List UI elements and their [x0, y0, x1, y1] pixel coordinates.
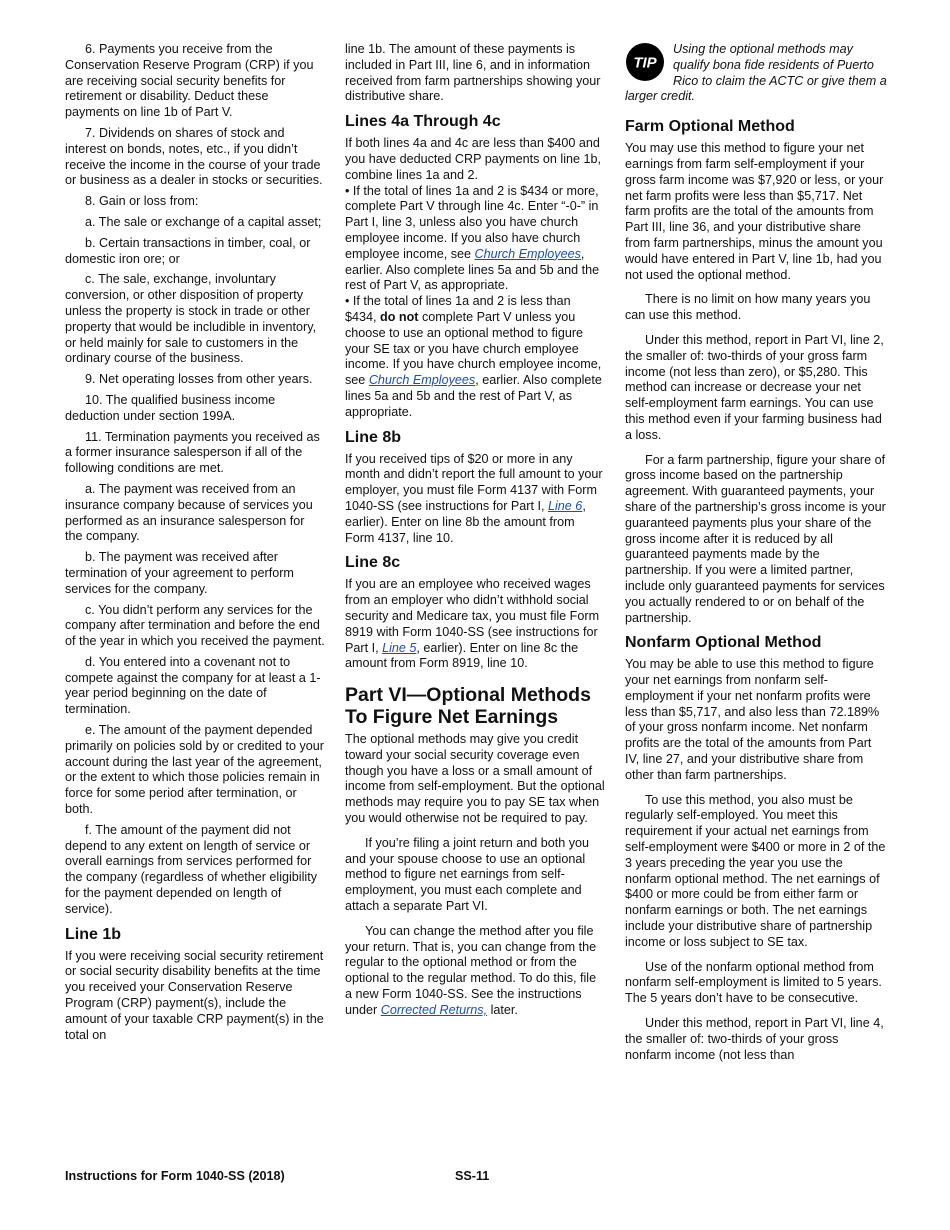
paragraph-item-8b: b. Certain transactions in timber, coal, or domestic iron ore; or [65, 235, 311, 266]
paragraph-nonfarm-3: Use of the nonfarm optional method from nonfarm self-employment is limited to 5 years. The 5 years don’t have to be consecutive. [625, 959, 882, 1006]
paragraph-lines-4a-4c: If both lines 4a and 4c are less than $400 and you have deducted CRP payments on line 1b, combine lines 1a and 2. [345, 136, 602, 182]
paragraph-line-1b-continued: line 1b. The amount of these payments is included in Part III, line 6, and in information received from farm partnerships showing your distributive share. [345, 42, 601, 104]
paragraph-item-9: 9. Net operating losses from other years. [85, 372, 313, 387]
bullet-text: complete Part V unless you choose to use an optional method to figure your SE tax or you have church employee income. If you have church employee income, see [345, 309, 602, 388]
paragraph-farm-3: Under this method, report in Part VI, line 2, the smaller of: two-thirds of your gross farm income (not less than zero), or $5,280. This method can increase or decrease your net self-employment farm earnings. You can use this method even if your farming business had a loss. [625, 332, 884, 442]
heading-line-1b: Line 1b [65, 925, 122, 943]
paragraph-text: If you received tips of $20 or more in any month and didn’t report the full amount to your employer, you must file Form 4137 with Form 1040-SS (see instructions for Part I, [345, 451, 603, 513]
paragraph-nonfarm-4: Under this method, report in Part VI, line 4, the smaller of: two-thirds of your gross nonfarm income (not less than [625, 1016, 884, 1062]
line-5-link[interactable]: Line 5 [382, 640, 417, 655]
paragraph-item-11a: a. The payment was received from an insurance company because of services you performed as an insurance salesperson for the company. [65, 481, 313, 544]
heading-part-vi: Part VI—Optional Methods To Figure Net Earnings [345, 684, 591, 729]
bullet-text-bold: do not [380, 309, 419, 324]
paragraph-item-8: 8. Gain or loss from: [85, 194, 199, 209]
heading-lines-4a-4c: Lines 4a Through 4c [345, 113, 501, 131]
paragraph-item-11f: f. The amount of the payment did not depend to any extent on length of service or overall earnings from services performed for the company (regardless of whether eligibility for the payment depended on length of service). [65, 822, 317, 916]
paragraph-line-1b: If you were receiving social security retirement or social security disability benefits at the time you received your Conservation Reserve Program (CRP) payment(s), include the amount of your taxable CRP payment(s) in the total on [65, 948, 324, 1042]
paragraph-item-8a: a. The sale or exchange of a capital asset; [85, 214, 322, 229]
paragraph-item-11b: b. The payment was received after termination of your agreement to perform services for the company. [65, 550, 294, 596]
heading-line-8b: Line 8b [345, 428, 402, 446]
column-right [625, 42, 887, 1068]
column-left [65, 42, 325, 1048]
footer-form-title: Instructions for Form 1040-SS (2018) [65, 1169, 285, 1183]
paragraph-optional-methods: The optional methods may give you credit toward your social security coverage even though you have a loss or a small amount of income from self-employment. But the optional methods may require you to pay SE tax when you would otherwise not be required to pay. [345, 732, 605, 826]
paragraph-line-8b [345, 452, 605, 547]
paragraph-farm-4: For a farm partnership, figure your share of gross income based on the partnership agreement. With guaranteed payments, your share of the partnership’s gross income is your guaranteed payments plus your share of the gross income after it is reduced by all guaranteed payments made by the partnership. If you were a limited partner, include only guaranteed payments for services you actually rendered to or on behalf of the partnership. [625, 452, 886, 625]
footer-page-number: SS-11 [455, 1169, 490, 1183]
paragraph-farm-2: There is no limit on how many years you can use this method. [625, 292, 871, 323]
paragraph-nonfarm-2: To use this method, you also must be regularly self-employed. You meet this requirement if your actual net earnings from self-employment were $400 or more in 2 of the 3 years preceding the year you use the nonfarm optional method. The net earnings of $400 or more could be from either farm or nonfarm earnings or both. The net earnings include your distributive share of partnership income or loss subject to SE tax. [625, 792, 886, 949]
paragraph-farm-1: You may use this method to figure your net earnings from farm self-employment if your gross farm income was $7,920 or less, or your net farm profits were less than $5,717. Net farm profits are the total of the amounts from Part III, line 36, and your distributive share from farm partnerships, minus the amount you would have entered in Part V, line 1b, had you not used the optional method. [625, 141, 884, 282]
tip-box [625, 42, 887, 105]
column-middle [345, 42, 605, 1024]
bullet-text: If the total of lines 1a and 2 is less than $434, [345, 294, 571, 324]
heading-nonfarm-optional: Nonfarm Optional Method [625, 634, 822, 652]
bullet-icon: • [345, 183, 353, 198]
church-employees-link[interactable]: Church Employees [368, 373, 476, 388]
paragraph-item-6: 6. Payments you receive from the Conservation Reserve Program (CRP) if you are receiving social security benefits for retirement or disability. Deduct these payments on line 1b of Part V. [65, 42, 314, 120]
heading-farm-optional: Farm Optional Method [625, 118, 795, 136]
paragraph-text: You can change the method after you file your return. That is, you can change from the regular to the optional method or from the optional to the regular method. To do this, file a new Form 1040-SS. See the instructions under [345, 923, 597, 1017]
bullet-item-434-or-more [345, 184, 605, 295]
bullet-text: If the total of lines 1a and 2 is $434 or more, complete Part V through line 4c. Enter “-0-” in Part I, line 3, unless also you have church employee income. If you also have church employee income, see [345, 183, 599, 261]
paragraph-line-8c [345, 577, 605, 672]
paragraph-text: later. [487, 1002, 518, 1017]
paragraph-change-method [345, 924, 605, 1019]
tip-label: TIP [633, 54, 657, 72]
line-6-link[interactable]: Line 6 [548, 498, 583, 513]
paragraph-text: , earlier). Enter on line 8b the amount from Form 4137, line 10. [345, 498, 586, 545]
paragraph-joint-return: If you’re filing a joint return and both you and your spouse choose to use an optional method to figure net earnings from self-employment, you must each complete and attach a separate Part VI. [345, 835, 590, 914]
paragraph-item-7: 7. Dividends on shares of stock and interest on bonds, notes, etc., if you didn’t receive the income in the course of your trade or business as a dealer in stocks or securities. [65, 125, 323, 188]
bullet-icon: • [345, 294, 353, 309]
bullet-item-less-than-434 [345, 294, 605, 420]
paragraph-nonfarm-1: You may be able to use this method to figure your net earnings from nonfarm self-employment if your net nonfarm profits were less than $5,717, and also less than 72.189% of your gross nonfarm income. Net nonfarm profits are the total of the amounts from Part IV, line 27, and your distributive share from other than farm partnerships. [625, 657, 880, 782]
church-employees-link[interactable]: Church Employees [474, 246, 581, 261]
corrected-returns-link[interactable]: Corrected Returns, [380, 1002, 488, 1017]
paragraph-item-11d: d. You entered into a covenant not to compete against the company for at least a 1-year period beginning on the date of termination. [65, 654, 321, 717]
bullet-text: , earlier. Also complete lines 5a and 5b and the rest of Part V, as appropriate. [345, 246, 600, 293]
heading-line-8c: Line 8c [345, 554, 401, 572]
paragraph-item-11e: e. The amount of the payment depended primarily on policies sold by or credited to your account during the last year of the agreement, or the extent to which those policies remain in force for some period after termination, or both. [65, 723, 324, 817]
paragraph-item-8c: c. The sale, exchange, involuntary conversion, or other disposition of property unless the property is stock in trade or other property that would be includible in inventory, or held mainly for sale to customers in the ordinary course of the business. [65, 272, 317, 366]
bullet-text: , earlier. Also complete lines 5a and 5b and the rest of Part V, as appropriate. [345, 373, 602, 419]
paragraph-item-10: 10. The qualified business income deduction under section 199A. [65, 392, 276, 423]
paragraph-item-11: 11. Termination payments you received as a former insurance salesperson if all of the following conditions are met. [65, 429, 320, 476]
tip-text: Using the optional methods may qualify bona fide residents of Puerto Rico to claim the ACTC or give them a larger credit. [625, 42, 887, 104]
paragraph-text: , earlier). Enter on line 8c the amount from Form 8919, line 10. [345, 640, 579, 671]
tip-icon [625, 42, 665, 82]
paragraph-item-11c: c. You didn’t perform any services for the company after termination and before the end of the year in which you received the payment. [65, 602, 325, 649]
paragraph-text: If you are an employee who received wages from an employer who didn’t withhold social security and Medicare tax, you must file Form 8919 with Form 1040-SS (see instructions for Part I, [345, 577, 600, 655]
